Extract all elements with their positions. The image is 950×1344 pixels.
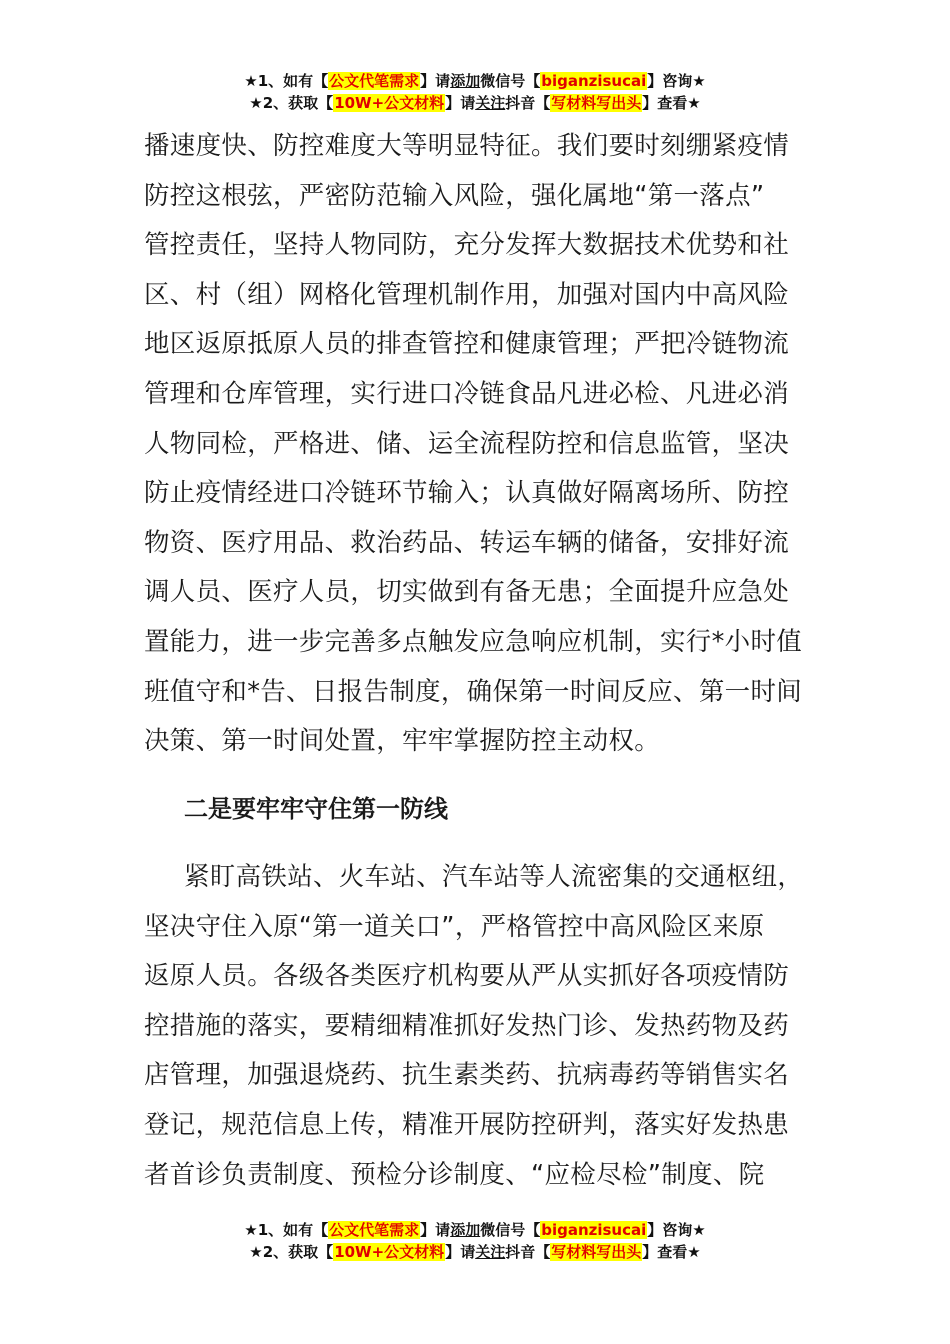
banner-text: 抖音【 xyxy=(505,1243,551,1261)
text-line: 控措施的落实，要精细精准抓好发热门诊、发热药物及药 xyxy=(144,1010,790,1041)
highlight-douyin-id: 写材料写出头 xyxy=(551,1243,642,1261)
text-line: 调人员、医疗人员，切实做到有备无患；全面提升应急处 xyxy=(144,577,790,608)
underlined-text: 关注 xyxy=(475,94,506,112)
banner-text: 】请 xyxy=(420,1221,451,1239)
text-line: 紧盯高铁站、火车站、汽车站等人流密集的交通枢纽， xyxy=(184,862,804,892)
text-line: 防控这根弦，严密防范输入风险，强化属地“第一落点” xyxy=(144,180,765,211)
banner-line-2 xyxy=(0,92,950,114)
banner-text: 】请 xyxy=(445,1243,476,1261)
highlight-wechat-id: biganzisucai xyxy=(541,72,647,90)
underlined-text: 添加 xyxy=(450,72,481,90)
banner-text: 】查看★ xyxy=(642,1243,701,1261)
highlight-douyin-id: 写材料写出头 xyxy=(551,94,642,112)
text-line: 区、村（组）网格化管理机制作用，加强对国内中高风险 xyxy=(144,279,790,310)
text-line: 决策、第一时间处置，牢牢掌握防控主动权。 xyxy=(144,726,661,757)
banner-line-2 xyxy=(0,1241,950,1263)
banner-text: 抖音【 xyxy=(505,94,551,112)
highlight-materials: 10W+公文材料 xyxy=(334,94,445,112)
highlight-wechat-id: biganzisucai xyxy=(541,1221,647,1239)
banner-text: 微信号【 xyxy=(480,1221,541,1239)
banner-text: ★1、如有【 xyxy=(244,72,329,90)
text-line: 管控责任，坚持人物同防，充分发挥大数据技术优势和社 xyxy=(144,230,790,261)
text-line: 班值守和*告、日报告制度，确保第一时间反应、第一时间 xyxy=(144,676,803,707)
underlined-text: 添加 xyxy=(450,1221,481,1239)
banner-text: 】咨询★ xyxy=(647,1221,706,1239)
text-line: 者首诊负责制度、预检分诊制度、“应检尽检”制度、院 xyxy=(144,1159,765,1190)
text-line: 防止疫情经进口冷链环节输入；认真做好隔离场所、防控 xyxy=(144,478,790,509)
text-line: 物资、医疗用品、救治药品、转运车辆的储备，安排好流 xyxy=(144,527,790,558)
banner-text: ★2、获取【 xyxy=(249,1243,334,1261)
footer-banner xyxy=(0,1219,950,1263)
highlight-materials: 10W+公文材料 xyxy=(334,1243,445,1261)
banner-text: 】查看★ xyxy=(642,94,701,112)
text-line: 人物同检，严格进、储、运全流程防控和信息监管，坚决 xyxy=(144,428,790,459)
paragraph-1 xyxy=(144,122,806,767)
text-line: 地区返原抵原人员的排查管控和健康管理；严把冷链物流 xyxy=(144,329,790,360)
section-heading: 二是要牢牢守住第一防线 xyxy=(184,795,448,823)
text-line: 置能力，进一步完善多点触发应急响应机制，实行*小时值 xyxy=(144,626,803,657)
paragraph-2 xyxy=(144,853,806,1200)
highlight-service: 公文代笔需求 xyxy=(329,1221,420,1239)
text-line: 管理和仓库管理，实行进口冷链食品凡进必检、凡进必消 xyxy=(144,378,790,409)
banner-line-1 xyxy=(0,1219,950,1241)
text-line: 返原人员。各级各类医疗机构要从严从实抓好各项疫情防 xyxy=(144,961,790,992)
text-line: 登记，规范信息上传，精准开展防控研判，落实好发热患 xyxy=(144,1109,790,1140)
banner-text: 】请 xyxy=(445,94,476,112)
highlight-service: 公文代笔需求 xyxy=(329,72,420,90)
banner-line-1 xyxy=(0,70,950,92)
banner-text: ★1、如有【 xyxy=(244,1221,329,1239)
banner-text: 】请 xyxy=(420,72,451,90)
underlined-text: 关注 xyxy=(475,1243,506,1261)
text-line: 坚决守住入原“第一道关口”，严格管控中高风险区来原 xyxy=(144,911,765,942)
text-line: 播速度快、防控难度大等明显特征。我们要时刻绷紧疫情 xyxy=(144,131,790,161)
banner-text: 】咨询★ xyxy=(647,72,706,90)
text-line: 店管理，加强退烧药、抗生素类药、抗病毒药等销售实名 xyxy=(144,1060,790,1091)
banner-text: ★2、获取【 xyxy=(249,94,334,112)
banner-text: 微信号【 xyxy=(480,72,541,90)
header-banner xyxy=(0,70,950,114)
